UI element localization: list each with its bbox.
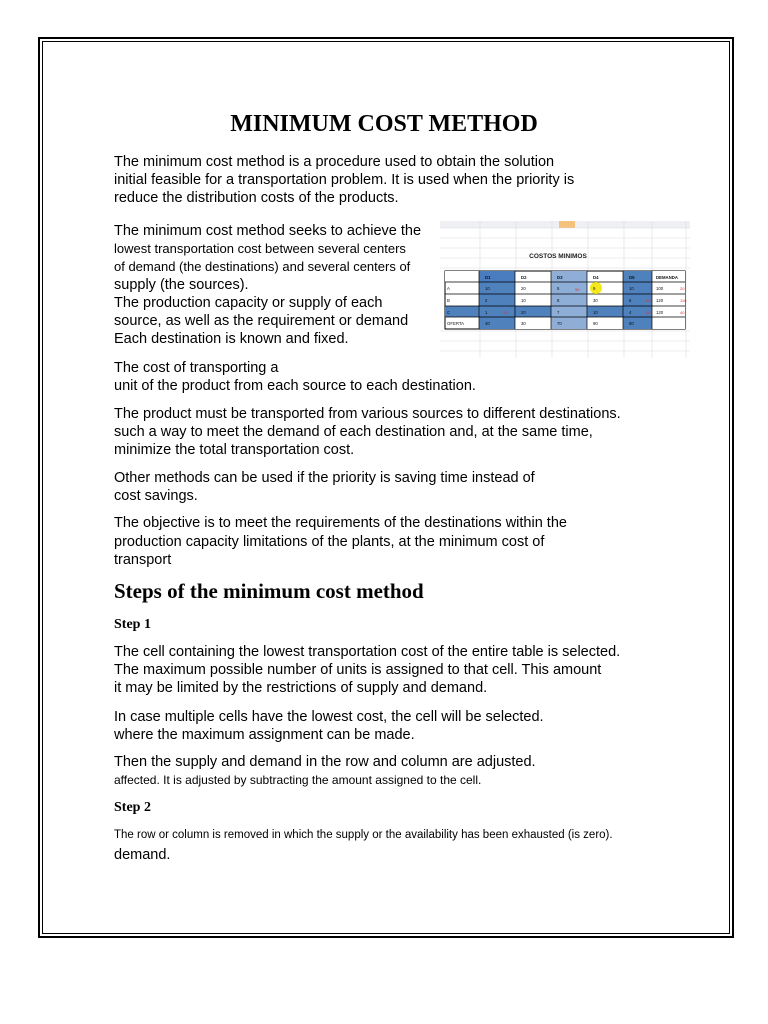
spreadsheet-graphic <box>440 221 690 358</box>
sheet-cell: 6 <box>629 298 632 303</box>
step1-p3-line-2: affected. It is adjusted by subtracting the amount assigned to the cell. <box>114 773 482 787</box>
sheet-cell: A <box>447 286 450 291</box>
spreadsheet-image <box>440 221 690 358</box>
para4-line-1: The product must be transported from various sources to different destinations. <box>114 406 621 422</box>
step2-line-1: The row or column is removed in which the supply or the availability has been exhausted (is zero). <box>114 829 613 841</box>
para5-line-1: Other methods can be used if the priority is saving time instead of <box>114 470 535 486</box>
sheet-table <box>445 271 687 329</box>
step1-p1-line-1: The cell containing the lowest transportation cost of the entire table is selected. <box>114 644 621 660</box>
svg-text:50: 50 <box>575 287 580 292</box>
page-title: MINIMUM COST METHOD <box>230 111 538 137</box>
sheet-header-cell: D2 <box>521 275 527 280</box>
sheet-cell: 10 <box>521 298 526 303</box>
step1-p2-line-1: In case multiple cells have the lowest cost, the cell will be selected. <box>114 709 544 725</box>
para6-line-1: The objective is to meet the requirements of the destinations within the <box>114 515 567 531</box>
sheet-cell: 5 <box>557 286 560 291</box>
svg-text:20: 20 <box>503 310 508 315</box>
sheet-cell: 30 <box>521 321 526 326</box>
intro-line-2-text: initial feasible for a transportation problem. It is used when the priority is <box>114 172 575 188</box>
sheet-cell: 120 <box>656 298 664 303</box>
sheet-header-cell: DEMANDA <box>656 275 678 280</box>
sheet-caption: COSTOS MINIMOS <box>529 253 587 260</box>
sheet-cell: 20 <box>521 286 526 291</box>
step1-heading: Step 1 <box>114 617 151 632</box>
sheet-cell: 100 <box>656 286 664 291</box>
para6-line-3: transport <box>114 552 172 568</box>
sheet-cell: C <box>447 310 451 315</box>
para5-line-2: cost savings. <box>114 488 198 504</box>
para2-line-2: lowest transportation cost between several centers <box>114 241 406 256</box>
para2-line-7: Each destination is known and fixed. <box>114 331 349 347</box>
para3-line-1: The cost of transporting a <box>114 360 279 376</box>
step1-p1-line-2: The maximum possible number of units is assigned to that cell. This amount <box>114 662 602 678</box>
sheet-cell: 90 <box>593 321 598 326</box>
sheet-cell: 40 <box>485 321 490 326</box>
sheet-header-cell: D5 <box>629 275 635 280</box>
sheet-cell: 1 <box>485 310 488 315</box>
sheet-cell: 10 <box>629 286 634 291</box>
sheet-cell: 9 <box>593 286 596 291</box>
para3-line-2: unit of the product from each source to each destination. <box>114 378 476 394</box>
sheet-header-cell: D1 <box>485 275 491 280</box>
intro-line-1: The minimum cost method is a procedure used to obtain the solution <box>114 154 555 170</box>
sheet-cell: B <box>447 298 450 303</box>
sheet-highlight-mark <box>590 282 602 294</box>
step1-p1-line-3: it may be limited by the restrictions of supply and demand. <box>114 680 488 696</box>
svg-text:20: 20 <box>680 286 685 291</box>
sheet-selected-column <box>559 221 575 228</box>
sheet-cell: 10 <box>593 310 598 315</box>
para6-line-2: production capacity limitations of the plants, at the minimum cost of <box>114 534 545 550</box>
step2-line-2: demand. <box>114 847 171 863</box>
sheet-cell: 120 <box>656 310 664 315</box>
para2-line-1: The minimum cost method seeks to achieve the <box>114 223 422 239</box>
sheet-header-cell: D3 <box>557 275 563 280</box>
sheet-header-cell: D4 <box>593 275 599 280</box>
para4-line-3: minimize the total transportation cost. <box>114 442 355 458</box>
intro-line-3: reduce the distribution costs of the products. <box>114 190 399 206</box>
para2-line-5: The production capacity or supply of each <box>114 295 383 311</box>
para2-line-3: of demand (the destinations) and several centers of <box>114 259 411 274</box>
sheet-cell: 80 <box>629 321 634 326</box>
sheet-cell: 30 <box>593 298 598 303</box>
svg-text:40: 40 <box>680 310 685 315</box>
sheet-cell: 70 <box>557 321 562 326</box>
sheet-cell: 20 <box>521 310 526 315</box>
sheet-cell: 2 <box>485 298 488 303</box>
intro-line-2 <box>114 171 610 189</box>
steps-heading: Steps of the minimum cost method <box>114 579 424 603</box>
para2-line-6: source, as well as the requirement or demand <box>114 313 409 329</box>
para4-line-2: such a way to meet the demand of each destination and, at the same time, <box>114 424 593 440</box>
para2-line-4: supply (the sources). <box>114 277 249 293</box>
sheet-cell: 4 <box>629 310 632 315</box>
svg-text:110: 110 <box>680 298 687 303</box>
svg-text:20: 20 <box>646 310 651 315</box>
sheet-cell: 10 <box>485 286 490 291</box>
sheet-cell: OFERTA <box>447 321 465 326</box>
svg-text:50: 50 <box>646 298 651 303</box>
step1-p3-line-1: Then the supply and demand in the row and column are adjusted. <box>114 754 536 770</box>
sheet-cell: 7 <box>557 310 560 315</box>
sheet-cell: 8 <box>557 298 560 303</box>
step2-heading: Step 2 <box>114 800 151 815</box>
step1-p2-line-2: where the maximum assignment can be made. <box>114 727 415 743</box>
